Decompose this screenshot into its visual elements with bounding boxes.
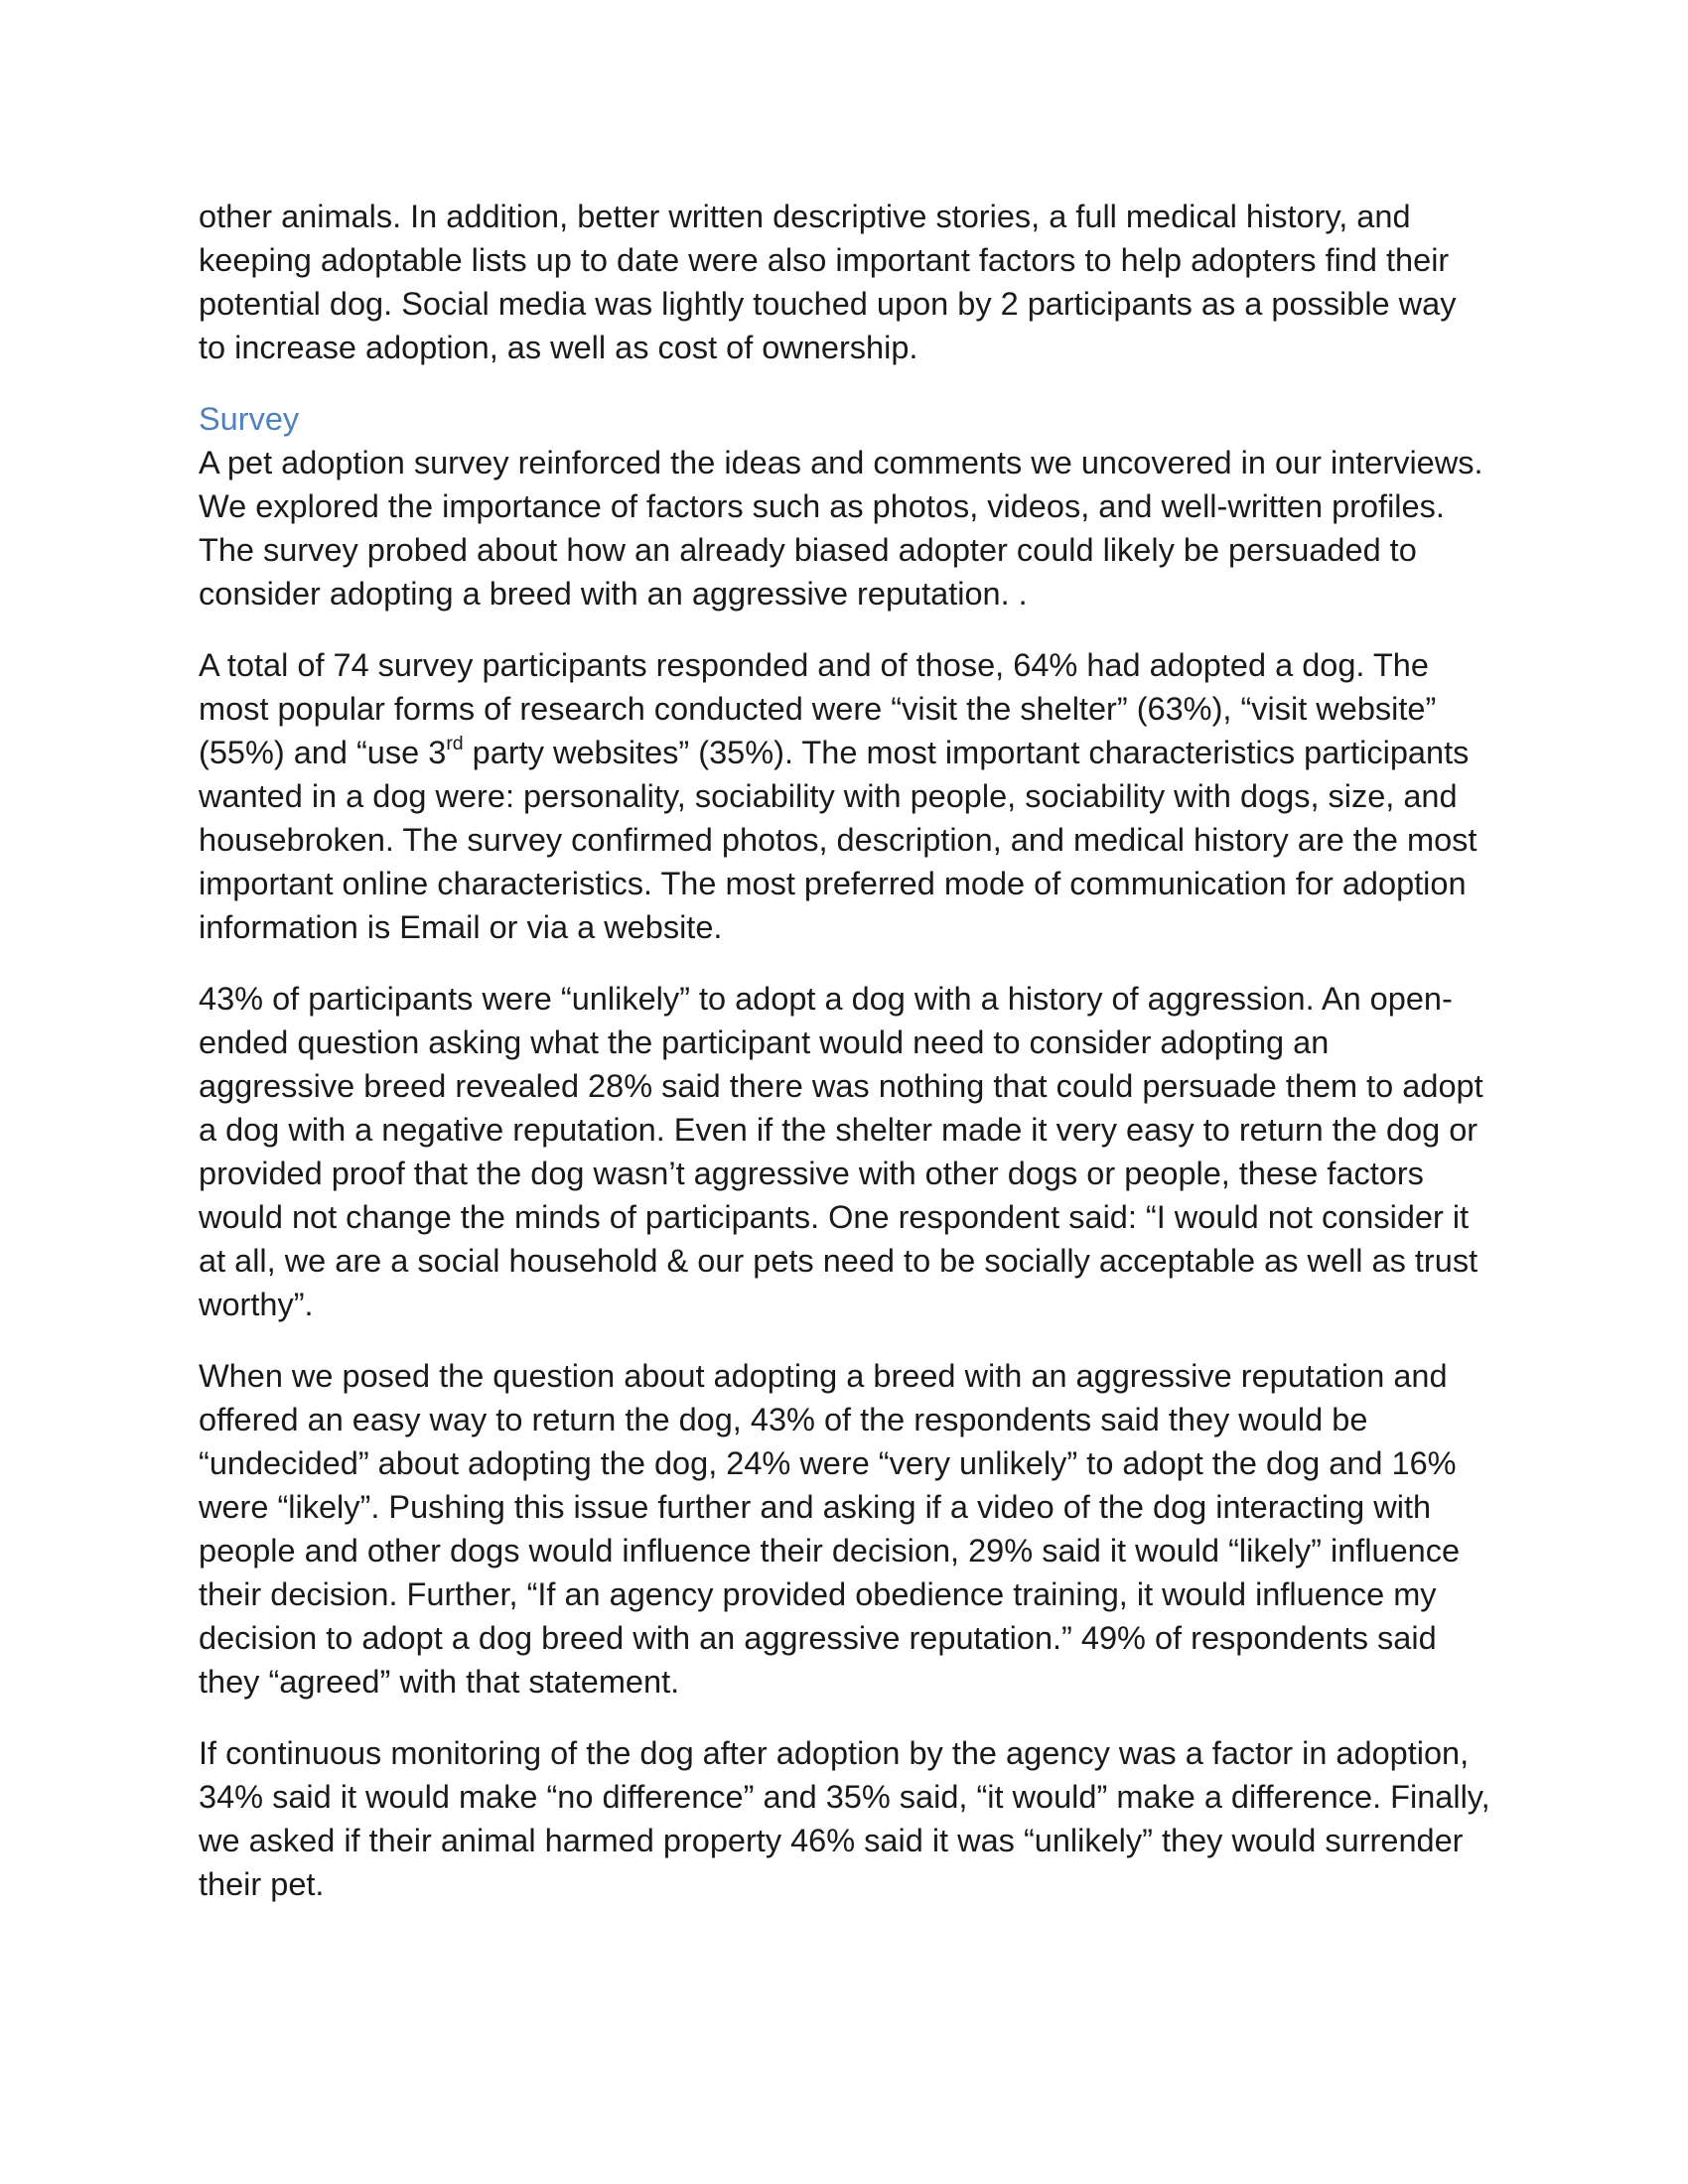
survey-paragraph-1: A pet adoption survey reinforced the ideas and comments we uncovered in our interviews. We explored the importance of factors such as photos, videos, and well-written profiles. The survey probed about how an already biased adopter could likely be persuaded to consider adopting a breed with an aggressive reputation. . (199, 445, 1483, 612)
survey-paragraph-5: If continuous monitoring of the dog after adoption by the agency was a factor in adoption, 34% said it would make “no difference” and 35% said, “it would” make a difference. Finally, we asked if their animal harmed property 46% said it was “unlikely” they would surrender their pet. (199, 1735, 1490, 1902)
document-page (199, 195, 1491, 1934)
ordinal-superscript: rd (446, 733, 464, 755)
survey-paragraph-2 (199, 643, 1491, 949)
survey-paragraph-3: 43% of participants were “unlikely” to adopt a dog with a history of aggression. An open-ended question asking what the participant would need to consider adopting an aggressive breed revealed 28% said there was nothing that could persuade them to adopt a dog with a negative reputation. Even if the shelter made it very easy to return the dog or provided proof that the dog wasn’t aggressive with other dogs or people, these factors would not change the minds of participants. One respondent said: “I would not consider it at all, we are a social household & our pets need to be socially acceptable as well as trust worthy”. (199, 981, 1483, 1322)
intro-paragraph: other animals. In addition, better written descriptive stories, a full medical history, and keeping adoptable lists up to date were also important factors to help adopters find their potential dog. Social media was lightly touched upon by 2 participants as a possible way to increase adoption, as well as cost of ownership. (199, 199, 1457, 365)
survey-paragraph-4: When we posed the question about adopting a breed with an aggressive reputation and offered an easy way to return the dog, 43% of the respondents said they would be “undecided” about adopting the dog, 24% were “very unlikely” to adopt the dog and 16% were “likely”. Pushing this issue further and asking if a video of the dog interacting with people and other dogs would influence their decision, 29% said it would “likely” influence their decision. Further, “If an agency provided obedience training, it would influence my decision to adopt a dog breed with an aggressive reputation.” 49% of respondents said they “agreed” with that statement. (199, 1358, 1461, 1700)
survey-paragraph-2-text-a: A total of 74 survey participants responded and of those, 64% had adopted a dog. The most popular forms of research conducted were “visit the shelter” (63%), “visit website” (55%) and “use 3 (199, 647, 1437, 770)
section-heading-survey: Survey (199, 401, 300, 437)
survey-paragraph-2-text-b: party websites” (35%). The most important characteristics participants wanted in a dog were: personality, sociability with people, sociability with dogs, size, and housebroken. The survey confirmed photos, description, and medical history are the most important online characteristics. The most preferred mode of communication for adoption information is Email or via a website. (199, 735, 1477, 945)
